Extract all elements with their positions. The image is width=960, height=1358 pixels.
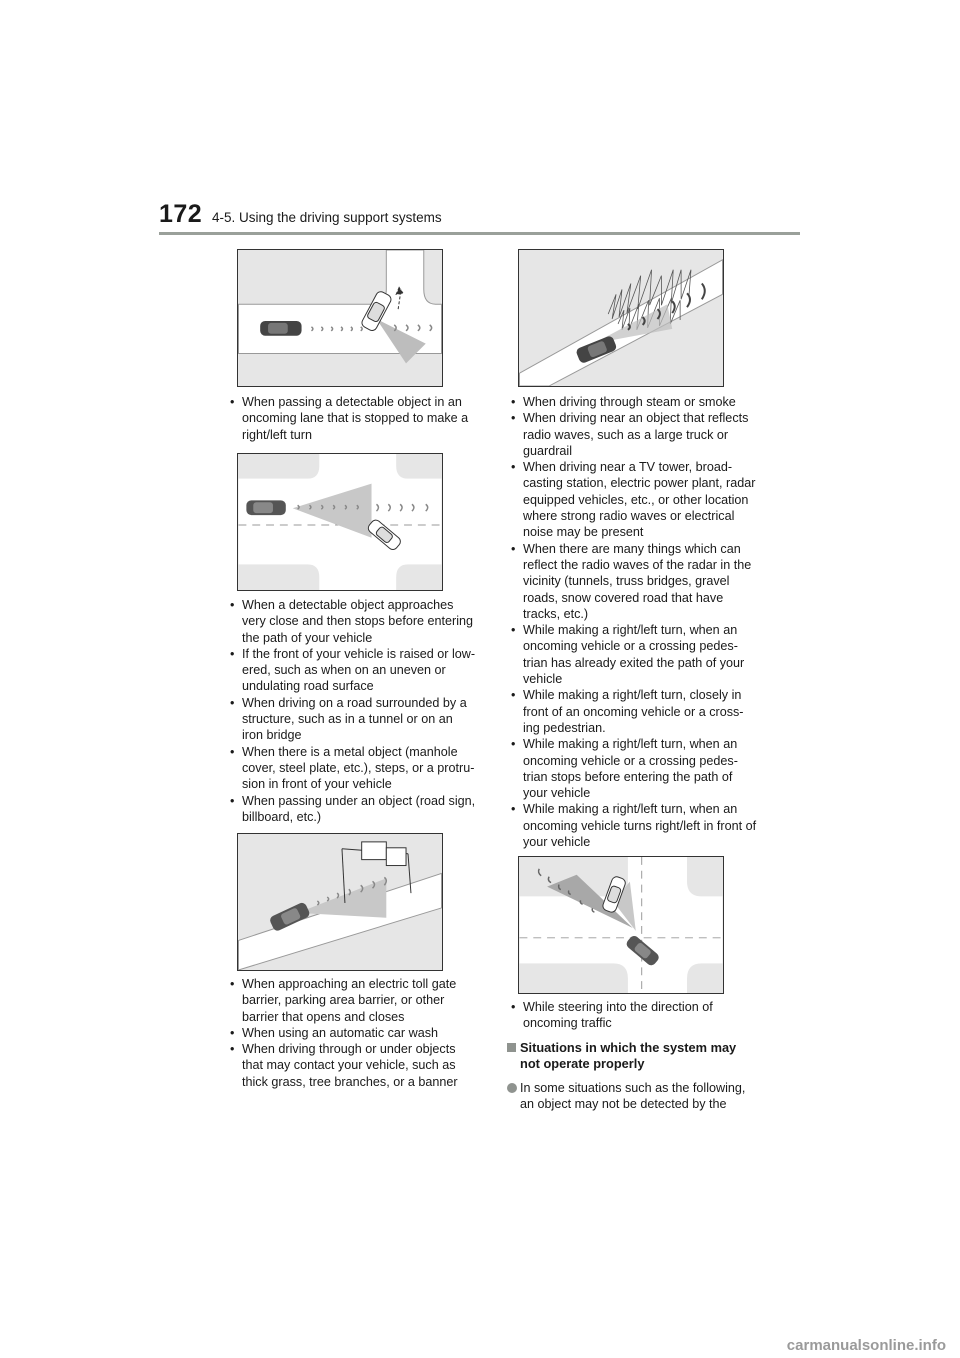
list-item: • When using an automatic car wash: [230, 1025, 439, 1040]
section-subheading: Situations in which the system may not operate properly: [507, 1040, 757, 1073]
list-item: • When driving near an object that reflects radio waves, such as a large truck or guardrail: [511, 411, 749, 458]
left-list-1: [226, 394, 476, 443]
list-item: • When approaching an electric toll gate barrier, parking area barrier, or other barrier that opens and closes: [230, 977, 457, 1024]
list-item: • If the front of your vehicle is raised or low-ered, such as when on an uneven or undulating road surface: [230, 646, 476, 694]
circle-bullet-icon: [507, 1083, 517, 1093]
header-rule: [159, 232, 800, 235]
list-item: • While making a right/left turn, closely in front of an oncoming vehicle or a cross-ing pedestrian.: [511, 688, 744, 735]
page-number: 172: [159, 200, 203, 228]
list-item: • When driving near a TV tower, broad-casting station, electric power plant, radar equipped vehicles, etc., or other location where strong radio waves or electrical noise may be present: [511, 460, 756, 540]
figure-oncoming-steering: [518, 856, 724, 994]
square-bullet-icon: [507, 1043, 516, 1052]
left-list-2: [226, 597, 476, 825]
right-list-2: [507, 999, 757, 1032]
figure-steam-smoke: [518, 249, 724, 387]
figure-approach-stop: [237, 453, 443, 591]
list-item: • When driving through or under objects that may contact your vehicle, such as thick grass, tree branches, or a banner: [230, 1042, 458, 1089]
list-item: • When driving on a road surrounded by a structure, such as in a tunnel or on an iron bridge: [230, 695, 467, 743]
figure-overhead-sign: [237, 833, 443, 971]
right-list-1: [507, 394, 757, 850]
list-item: • While steering into the direction of oncoming traffic: [511, 1000, 713, 1031]
list-item: • When passing a detectable object in an oncoming lane that is stopped to make a right/left turn: [230, 395, 469, 442]
list-item: • When there are many things which can reflect the radio waves of the radar in the vicinity (tunnels, truss bridges, gravel roads, snow covered road that have tracks, etc.): [511, 541, 752, 621]
list-item: • While making a right/left turn, when an oncoming vehicle turns right/left in front of your vehicle: [511, 802, 757, 850]
left-list-3: [226, 976, 476, 1090]
list-item: • When driving through steam or smoke: [511, 395, 736, 409]
list-item: • While making a right/left turn, when an oncoming vehicle or a crossing pedes-trian stops before entering the path of your vehicle: [511, 737, 738, 801]
list-item: • When a detectable object approaches very close and then stops before entering the path of your vehicle: [230, 598, 474, 645]
body-paragraph: In some situations such as the following, an object may not be detected by the: [507, 1080, 757, 1113]
list-item: • While making a right/left turn, when an oncoming vehicle or a crossing pedes-trian has already exited the path of your vehicle: [511, 623, 745, 687]
list-item: • When passing under an object (road sign, billboard, etc.): [230, 793, 476, 824]
section-title: 4-5. Using the driving support systems: [212, 210, 442, 225]
watermark: carmanualsonline.info: [786, 1337, 946, 1354]
figure-oncoming-turn: [237, 249, 443, 387]
list-item: • When there is a metal object (manhole cover, steel plate, etc.), steps, or a protru-sion in front of your vehicle: [230, 744, 475, 792]
